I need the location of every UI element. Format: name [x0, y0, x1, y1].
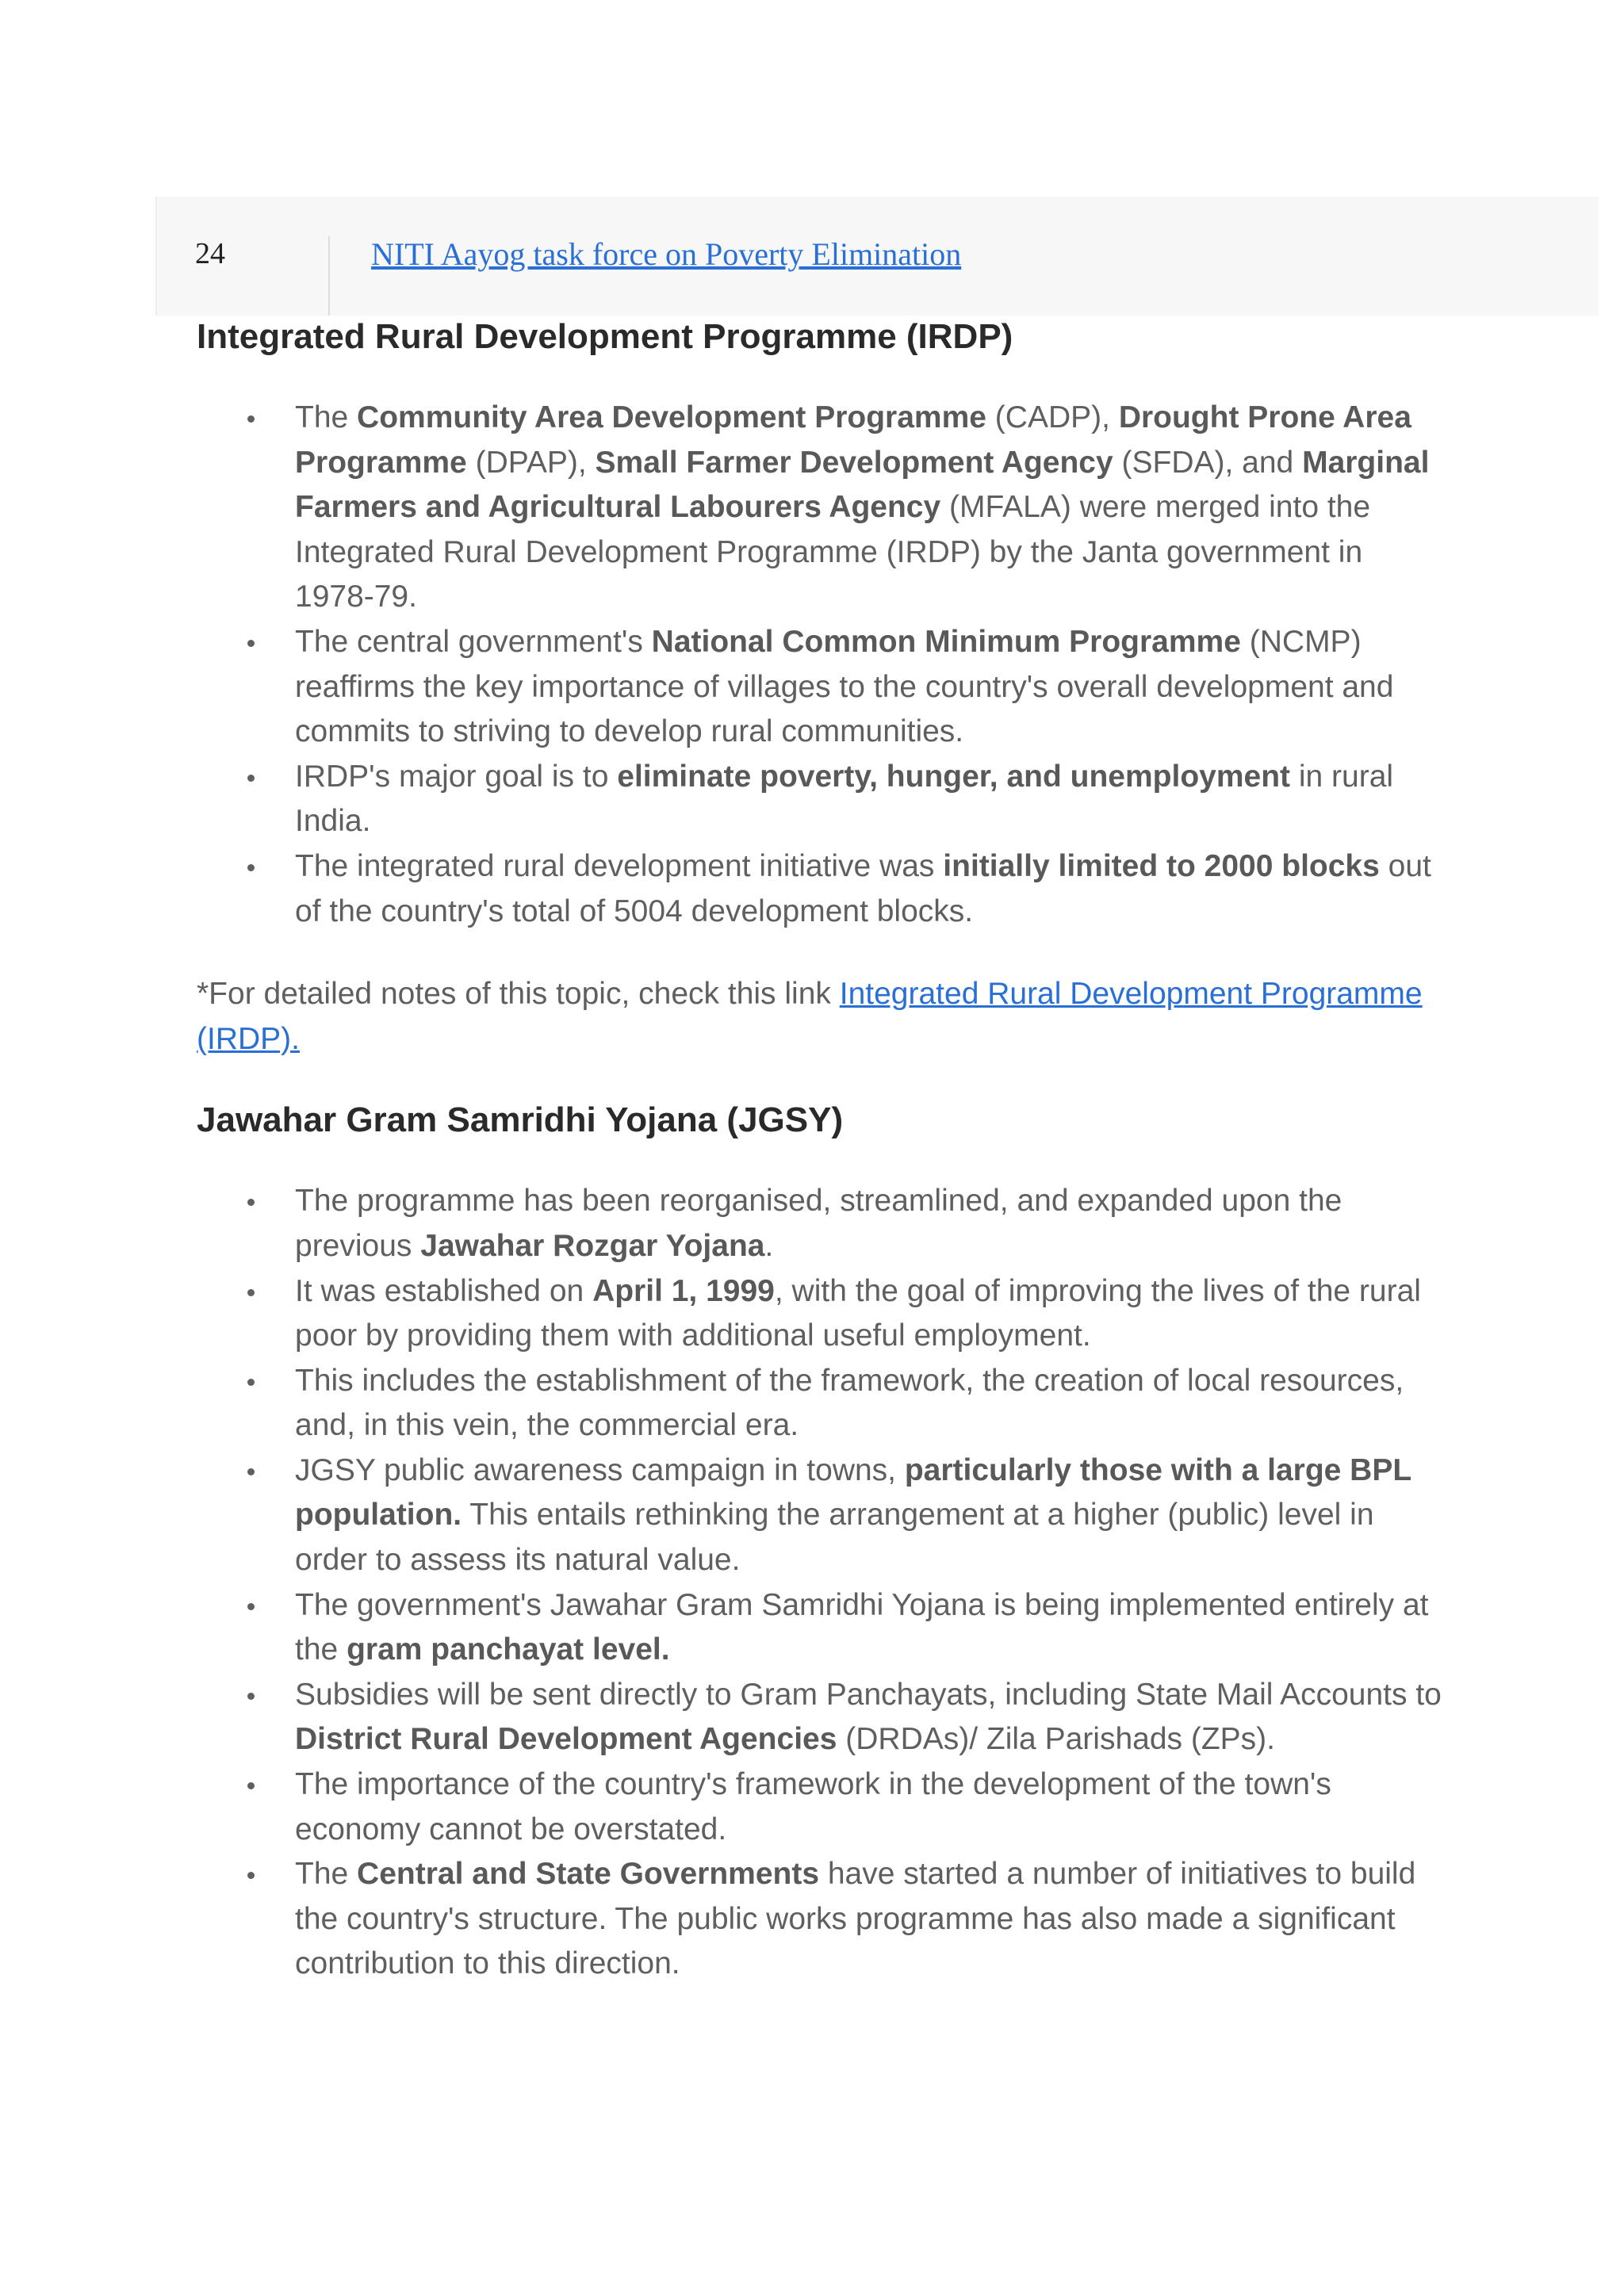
irdp-detail-link[interactable]: Integrated Rural Development Programme (IRDP).: [197, 977, 1423, 1056]
document-body: [197, 313, 1450, 1987]
list-item: The Community Area Development Programme (CADP), Drought Prone Area Programme (DPAP), Small Farmer Development Agency (SFDA), and Marginal Farmers and Agricultural Labourers Agency (MFALA) were merged into the Integrated Rural Development Programme (IRDP) by the Janta government in 1978-79.: [295, 396, 1450, 620]
page-number: 24: [195, 237, 225, 270]
list-item: The integrated rural development initiative was initially limited to 2000 blocks out of the country's total of 5004 development blocks.: [295, 844, 1450, 934]
list-item: The government's Jawahar Gram Samridhi Yojana is being implemented entirely at the gram panchayat level.: [295, 1583, 1450, 1673]
list-item: The importance of the country's framework in the development of the town's economy cannot be overstated.: [295, 1762, 1450, 1852]
irdp-bullet-list: [197, 396, 1450, 934]
irdp-heading: Integrated Rural Development Programme (IRDP): [197, 317, 1013, 356]
list-item: The central government's National Common Minimum Programme (NCMP) reaffirms the key importance of villages to the country's overall development and commits to striving to develop rural communities.: [295, 620, 1450, 755]
list-item: IRDP's major goal is to eliminate poverty, hunger, and unemployment in rural India.: [295, 755, 1450, 844]
page-header: [155, 197, 1599, 316]
list-item: JGSY public awareness campaign in towns, particularly those with a large BPL population. This entails rethinking the arrangement at a higher (public) level in order to assess its natural value.: [295, 1448, 1450, 1583]
list-item: The programme has been reorganised, streamlined, and expanded upon the previous Jawahar Rozgar Yojana.: [295, 1179, 1450, 1269]
list-item: This includes the establishment of the framework, the creation of local resources, and, in this vein, the commercial era.: [295, 1359, 1450, 1448]
header-divider: [328, 236, 330, 316]
niti-aayog-link[interactable]: NITI Aayog task force on Poverty Elimination: [371, 236, 962, 272]
list-item: The Central and State Governments have started a number of initiatives to build the country's structure. The public works programme has also made a significant contribution to this direction.: [295, 1852, 1450, 1987]
list-item: Subsidies will be sent directly to Gram Panchayats, including State Mail Accounts to District Rural Development Agencies (DRDAs)/ Zila Parishads (ZPs).: [295, 1673, 1450, 1762]
jgsy-bullet-list: [197, 1179, 1450, 1987]
jgsy-heading: Jawahar Gram Samridhi Yojana (JGSY): [197, 1100, 844, 1140]
list-item: It was established on April 1, 1999, with the goal of improving the lives of the rural poor by providing them with additional useful employment.: [295, 1269, 1450, 1359]
irdp-detail-note: *For detailed notes of this topic, check this link Integrated Rural Development Programme (IRDP).: [197, 977, 1423, 1056]
